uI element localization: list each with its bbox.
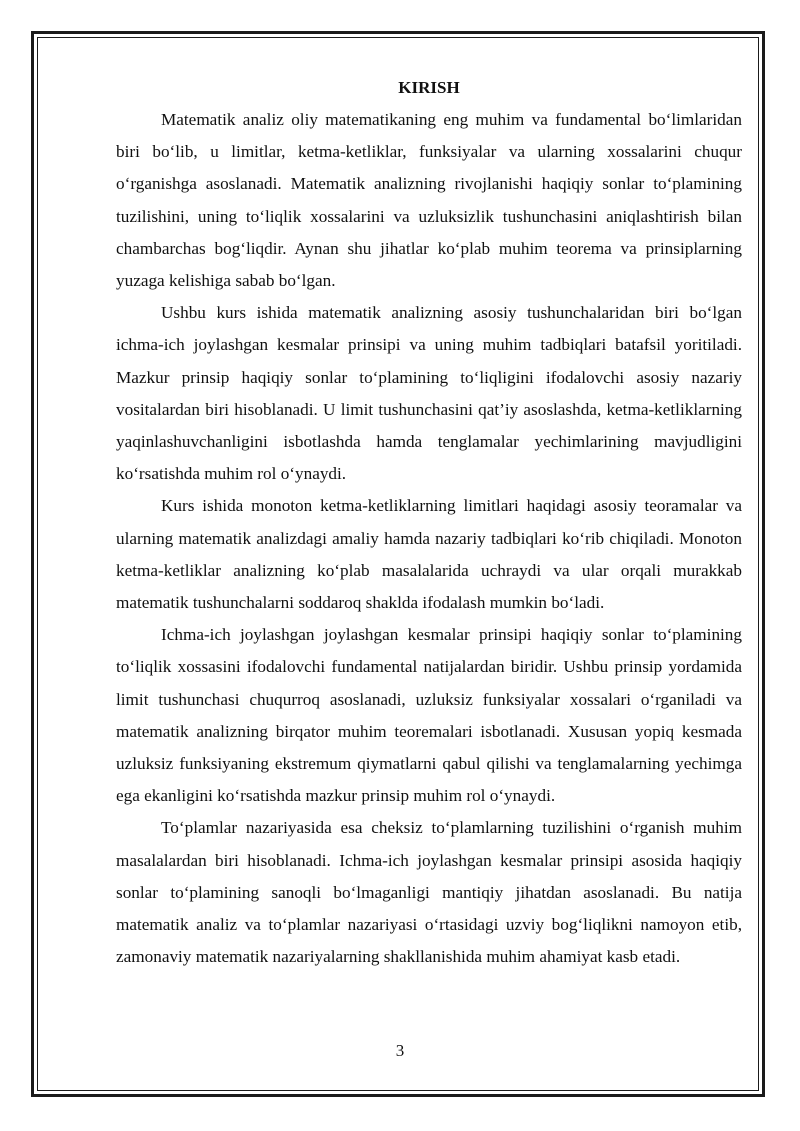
paragraph-2: Ushbu kurs ishida matematik analizning asosiy tushunchalaridan biri bo‘lgan ichma-ich joylashgan kesmalar prinsipi va uning muhim tadbiqlari batafsil yoritiladi. Mazkur prinsip haqiqiy sonlar to‘plamining to‘liqligini ifodalovchi asosiy nazariy vositalardan biri hisoblanadi. U limit tushunchasini qat’iy asoslashda, ketma-ketliklarning yaqinlashuvchanligini isbotlashda hamda tenglamalar yechimlarining mavjudligini ko‘rsatishda muhim rol o‘ynaydi. xyxy=(116,303,742,484)
page-number: 3 xyxy=(395,1041,405,1060)
paragraph-1: Matematik analiz oliy matematikaning eng muhim va fundamental bo‘limlaridan biri bo‘lib, u limitlar, ketma-ketliklar, funksiyalar va ularning xossalarini chuqur o‘rganishga asoslanadi. Matematik analizning rivojlanishi haqiqiy sonlar to‘plamining tuzilishini, uning to‘liqlik xossalarini va uzluksizlik tushunchasini aniqlashtirish bilan chambarchas bog‘liqdir. Aynan shu jihatlar ko‘plab muhim teorema va prinsiplarning yuzaga kelishiga sabab bo‘lgan. xyxy=(116,110,742,291)
paragraph-5: To‘plamlar nazariyasida esa cheksiz to‘plamlarning tuzilishini o‘rganish muhim masalalardan biri hisoblanadi. Ichma-ich joylashgan kesmalar prinsipi asosida haqiqiy sonlar to‘plamining sanoqli bo‘lmaganligi mantiqiy jihatdan asoslanadi. Bu natija matematik analiz va to‘plamlar nazariyasi o‘rtasidagi uzviy bog‘liqlikni namoyon etib, zamonaviy matematik nazariyalarning shakllanishida muhim ahamiyat kasb etadi. xyxy=(116,818,742,967)
section-heading: KIRISH xyxy=(398,78,460,97)
paragraph-4: Ichma-ich joylashgan joylashgan kesmalar prinsipi haqiqiy sonlar to‘plamining to‘liqlik xossasini ifodalovchi fundamental natijalardan biridir. Ushbu prinsip yordamida limit tushunchasi chuqurroq asoslanadi, uzluksiz funksiyalar xossalari o‘rganiladi va matematik analizning birqator muhim teoremalari isbotlanadi. Xususan yopiq kesmada uzluksiz funksiyaning ekstremum qiymatlarni qabul qilishi va tenglamalarning yechimga ega ekanligini ko‘rsatishda mazkur prinsip muhim rol o‘ynaydi. xyxy=(116,625,742,806)
document-body xyxy=(116,74,742,973)
paragraph-3: Kurs ishida monoton ketma-ketliklarning limitlari haqidagi asosiy teoramalar va ularning matematik analizdagi amaliy hamda nazariy tadbiqlari ko‘rib chiqiladi. Monoton ketma-ketliklar analizning ko‘plab masalalarida uchraydi va ular orqali murakkab matematik tushunchalarni soddaroq shaklda ifodalash mumkin bo‘ladi. xyxy=(116,496,742,613)
